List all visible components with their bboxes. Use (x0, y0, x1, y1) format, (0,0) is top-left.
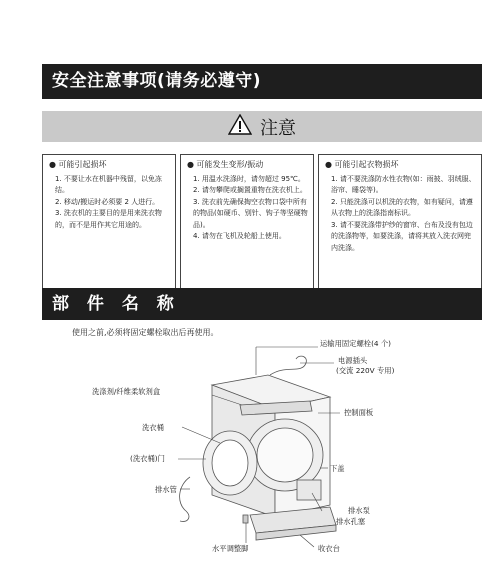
list-item: 3. 洗衣前先确保掏空衣物口袋中所有的物品(如硬币、别针、钩子等坚硬物品)。 (193, 197, 308, 229)
safety-title: 安全注意事项(请务必遵守) (52, 71, 262, 91)
label-door: (洗衣桶)门 (130, 454, 165, 463)
label-power-plug: 电源插头 (338, 356, 368, 365)
clothing-damage-warning-box (318, 154, 482, 298)
label-detergent-box: 洗涤剂/纤维柔软剂盒 (92, 387, 161, 396)
parts-heading (42, 288, 482, 320)
list-item: 1. 请不要洗涤防水性衣物(如：雨披、羽绒服、浴帘、睡袋等)。 (331, 174, 476, 194)
label-drain-hose: 排水管 (155, 485, 177, 494)
list-item: 1. 不要让水在机器中残留，以免冻结。 (55, 174, 162, 194)
label-control-panel: 控制面板 (344, 408, 374, 417)
list-item: 3. 请不要洗涤带护纱的窗帘、台布及没有包边的洗涤物等，如要洗涤，请将其放入洗衣网兜内洗涤。 (331, 220, 473, 252)
label-lower-cover: 下盖 (330, 464, 345, 473)
label-drain-pump: 排水泵 (348, 506, 370, 515)
bullet-icon: ● (325, 160, 332, 169)
label-drain-plug: 排水孔塞 (336, 517, 366, 526)
box-heading: ● 可能引起衣物损坏 (325, 160, 399, 169)
intro-text: 使用之前,必须将固定螺栓取出后再使用。 (72, 328, 219, 337)
list-item: 2. 只能洗涤可以机洗的衣物，如有疑问，请遵从衣物上的洗涤指南标识。 (331, 197, 473, 217)
safety-notice-heading (42, 64, 482, 99)
caution-title: 注意 (260, 117, 296, 139)
parts-title: 部 件 名 称 (52, 294, 180, 314)
list-item: 3. 洗衣机的主要目的是用来洗衣物的，而不是用作其它用途的。 (55, 209, 162, 229)
list-item: 2. 请勿攀爬或搁置重物在洗衣机上。 (193, 186, 307, 194)
label-leveling-foot: 水平调整脚 (212, 544, 249, 553)
warning-triangle-icon (228, 114, 252, 140)
caution-banner (42, 111, 482, 142)
label-power-spec: (交流 220V 专用) (336, 366, 395, 375)
bullet-icon: ● (187, 160, 194, 169)
box-heading: ● 可能发生变形/振动 (187, 160, 264, 169)
list-item: 4. 请勿在飞机及轮船上使用。 (193, 232, 286, 240)
washing-machine-diagram (0, 335, 500, 577)
label-shipping-bolts: 运输用固定螺栓(4 个) (320, 339, 392, 348)
washing-machine-drawing (180, 356, 336, 540)
label-pedestal: 收衣台 (318, 544, 340, 553)
label-drum: 洗衣桶 (142, 423, 164, 432)
list-item: 2. 移动/搬运时必须要 2 人进行。 (55, 197, 160, 206)
bullet-icon: ● (49, 160, 56, 169)
damage-warning-box (42, 154, 176, 298)
list-item: 1. 用温水洗涤时，请勿超过 95℃。 (193, 174, 305, 183)
deformation-warning-box (180, 154, 314, 298)
box-heading: ● 可能引起损坏 (49, 160, 107, 169)
